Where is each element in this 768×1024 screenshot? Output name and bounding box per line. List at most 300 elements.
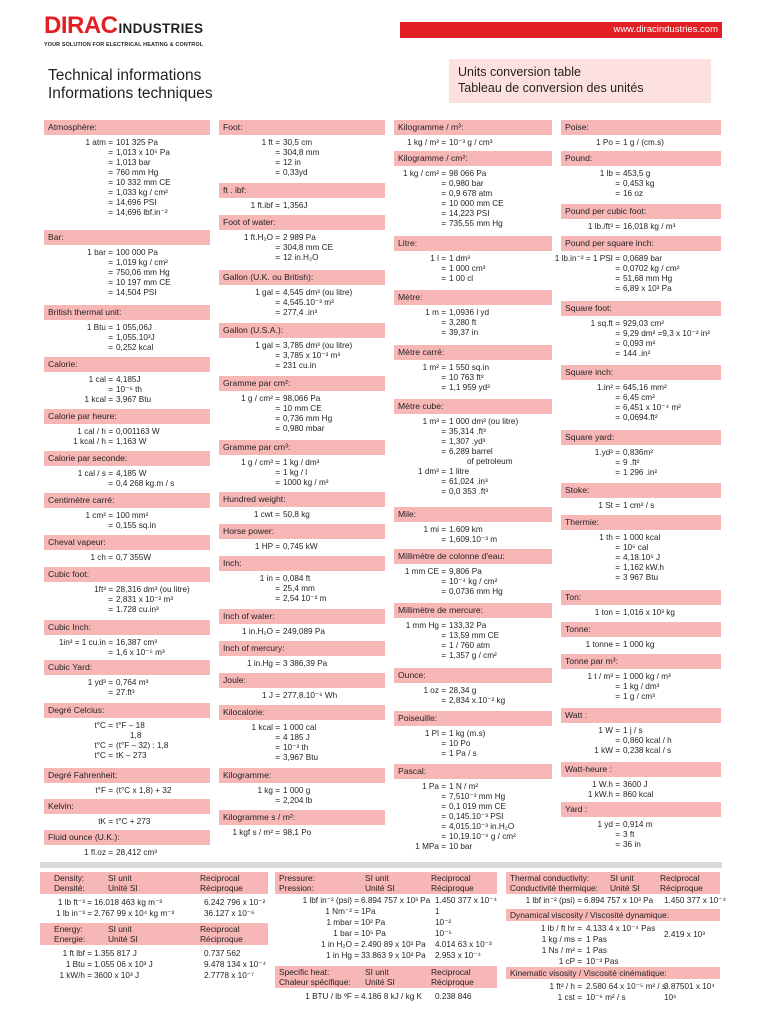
conversion-rhs: 0,914 m — [623, 820, 653, 829]
conversion-row — [44, 188, 210, 198]
conversion-lhs: = — [441, 437, 446, 446]
conversion-lhs: = — [441, 749, 446, 758]
conversion-rhs: 9,29 dm² =9,3 x 10⁻² in² — [623, 329, 710, 338]
conversion-lhs: 1 kcal = — [84, 395, 113, 404]
thermal-conductivity-table-col-0: Thermal conductivity: Conductivité thermique: — [510, 873, 598, 893]
conversion-rhs: 0,453 kg — [623, 179, 655, 188]
section-header-mile: Mile: — [394, 507, 552, 522]
section-header-metre: Mètre: — [394, 290, 552, 305]
conversion-rhs: 2,54 10⁻² m — [283, 594, 327, 603]
conversion-rhs: 28,316 dm³ (ou litre) — [116, 585, 190, 594]
conversion-lhs: 1 kcal = — [251, 723, 280, 732]
thermal-conductivity-table-col-2: Reciprocal Réciproque — [660, 873, 703, 893]
section-header-gpc: Gramme par cm²: — [219, 376, 385, 391]
kinematic-viscosity-row-si: 2.580 64 x 10⁻⁵ m² / s — [586, 982, 667, 991]
conversion-row — [561, 413, 721, 423]
conversion-rhs: 6,89 x 10³ Pa — [623, 284, 672, 293]
pressure-table-row-recip: 2.953 x 10⁻⁴ — [435, 951, 482, 960]
section-header-sqft: Square foot: — [561, 301, 721, 316]
conversion-rhs: 735,55 mm Hg — [449, 219, 503, 228]
conversion-lhs: = — [108, 333, 113, 342]
conversion-rhs: 1 litre — [449, 467, 470, 476]
conversion-lhs: = — [108, 268, 113, 277]
conversion-rhs: 3600 J — [623, 780, 648, 789]
conversion-rhs: (t°F – 32) : 1,8 — [116, 741, 169, 750]
thermal-conductivity-table-row-lhs: 1 lbf in⁻² (psi) = — [525, 896, 582, 905]
density-table-header — [40, 872, 268, 894]
conversion-lhs: = — [275, 594, 280, 603]
conversion-lhs: = — [615, 403, 620, 412]
conversion-rhs: 10 197 mm CE — [116, 278, 171, 287]
conversion-rhs: 12 in.H₂O — [283, 253, 319, 262]
conversion-row — [44, 511, 210, 521]
section-header-inch: Inch: — [219, 556, 385, 571]
conversion-lhs: 1 HP = — [254, 542, 280, 551]
conversion-rhs: 10 763 ft² — [449, 373, 484, 382]
conversion-lhs: 1 W = — [598, 726, 620, 735]
energy-table-row-si: 1.055 06 x 10³ J — [94, 960, 153, 969]
pressure-table-row-recip: 10⁻⁵ — [435, 929, 452, 938]
section-header-cy: Cubic Yard: — [44, 660, 210, 675]
conversion-rhs: 0,836m² — [623, 448, 654, 457]
conversion-row — [219, 341, 385, 351]
conversion-lhs: 1 mi = — [423, 525, 446, 534]
conversion-rhs: 1.728 cu.in³ — [116, 605, 159, 614]
conversion-row — [394, 383, 552, 393]
conversion-row — [44, 521, 210, 531]
conversion-lhs: = — [615, 563, 620, 572]
conversion-lhs: 1 atm = — [85, 138, 113, 147]
energy-table-row-recip: 9.478 134 x 10⁻⁴ — [204, 960, 267, 969]
conversion-lhs: 1 cm² = — [85, 511, 113, 520]
conversion-row — [394, 641, 552, 651]
conversion-rhs: 39,37 in — [449, 328, 479, 337]
conversion-lhs: = — [615, 553, 620, 562]
conversion-lhs: 1in³ = 1 cu.in = — [58, 638, 113, 647]
conversion-lhs: = — [441, 577, 446, 586]
conversion-lhs: = — [441, 373, 446, 382]
energy-table-row-lhs: 1 ft lbf = — [62, 949, 92, 958]
conversion-lhs: = — [275, 743, 280, 752]
section-header-kg: Kilogramme: — [219, 768, 385, 783]
conversion-lhs: = — [441, 812, 446, 821]
conversion-row — [561, 339, 721, 349]
conversion-rhs: 14,223 PSI — [449, 209, 490, 218]
conversion-row — [561, 682, 721, 692]
conversion-rhs: 929,03 cm² — [623, 319, 664, 328]
logo-tagline: YOUR SOLUTION FOR ELECTRICAL HEATING & CONTROL — [44, 42, 204, 48]
specific-heat-table-col-0: Specific heat: Chaleur spécifique: — [279, 967, 351, 987]
conversion-row — [561, 820, 721, 830]
conversion-lhs: 1 dm³ = — [418, 467, 446, 476]
conversion-row — [561, 692, 721, 702]
conversion-lhs: = — [615, 189, 620, 198]
conversion-row — [561, 780, 721, 790]
conversion-lhs: 1 l = — [430, 254, 446, 263]
conversion-row — [561, 553, 721, 563]
conversion-rhs: 3 ft — [623, 830, 635, 839]
dynamic-viscosity-row-lhs: 1 lb / ft hr = — [540, 924, 582, 933]
conversion-rhs: 0,145.10⁻³ PSI — [449, 812, 504, 821]
conversion-rhs: 0,9 678 atm — [449, 189, 493, 198]
conversion-rhs: 13,59 mm CE — [449, 631, 500, 640]
conversion-row — [219, 394, 385, 404]
pressure-table-row-lhs: 1 lbf in⁻² (psi) = — [302, 896, 359, 905]
conversion-row — [394, 308, 552, 318]
conversion-row — [561, 138, 721, 148]
thermal-conductivity-table-row-recip: 1.450 377 x 10⁻⁴ — [664, 896, 727, 905]
conversion-lhs: = — [441, 587, 446, 596]
conversion-rhs: 1 cm² / s — [623, 501, 655, 510]
conversion-lhs: = — [108, 158, 113, 167]
conversion-rhs: 0,33yd — [283, 168, 308, 177]
section-header-kgm3: Kilogramme / m³: — [394, 120, 552, 135]
conversion-row — [44, 323, 210, 333]
conversion-rhs: 0,0702 kg / cm² — [623, 264, 680, 273]
section-header-ci: Cubic Inch: — [44, 620, 210, 635]
website-url[interactable]: www.diracindustries.com — [400, 22, 722, 38]
conversion-rhs: (t°C x 1,8) + 32 — [116, 786, 172, 795]
conversion-row — [44, 688, 210, 698]
conversion-rhs: of petroleum — [467, 457, 513, 466]
conversion-lhs: 1 m³ = — [422, 417, 446, 426]
conversion-rhs: 101 325 Pa — [116, 138, 158, 147]
conversion-rhs: 1,055.10³J — [116, 333, 155, 342]
conversion-lhs: = — [441, 328, 446, 337]
conversion-rhs: 1 kg (m.s) — [449, 729, 486, 738]
conversion-rhs: 14,696 PSI — [116, 198, 157, 207]
dynamic-viscosity-header: Dynamical viscosity / Viscosité dynamique: — [506, 909, 720, 921]
conversion-row — [219, 458, 385, 468]
density-table-row-recip: 36.127 x 10⁻⁶ — [204, 909, 255, 918]
conversion-row — [44, 678, 210, 688]
conversion-row — [561, 608, 721, 618]
conversion-rhs: 1,357 g / cm² — [449, 651, 497, 660]
conversion-rhs: 1 kg / dm³ — [623, 682, 660, 691]
kinematic-viscosity-row-lhs: 1 cst = — [557, 993, 582, 1002]
conversion-row — [219, 659, 385, 669]
conversion-row — [394, 567, 552, 577]
conversion-row — [394, 363, 552, 373]
section-header-mcu: Mètre cube: — [394, 399, 552, 414]
pressure-table-row-si: 6.894 757 x 10³ Pa — [361, 896, 431, 905]
conversion-row — [44, 605, 210, 615]
section-header-ton: Ton: — [561, 590, 721, 605]
conversion-rhs: 36 in — [623, 840, 641, 849]
conversion-lhs: 1 bar = — [87, 248, 113, 257]
conversion-rhs: 1.609 km — [449, 525, 483, 534]
conversion-lhs: = — [441, 641, 446, 650]
section-header-k: Kelvin: — [44, 799, 210, 814]
conversion-lhs: = — [108, 385, 113, 394]
conversion-rhs: 98 066 Pa — [449, 169, 487, 178]
section-header-foot: Foot: — [219, 120, 385, 135]
conversion-lhs: = — [275, 298, 280, 307]
conversion-row — [44, 751, 210, 761]
conversion-row — [561, 830, 721, 840]
conversion-rhs: 12 in — [283, 158, 301, 167]
conversion-row — [219, 298, 385, 308]
conversion-row — [561, 169, 721, 179]
conversion-row — [394, 264, 552, 274]
conversion-lhs: 1 ft.ibf = — [250, 201, 280, 210]
conversion-lhs: 1 mm CE = — [404, 567, 446, 576]
conversion-lhs: = — [615, 339, 620, 348]
conversion-lhs: = — [441, 739, 446, 748]
dynamic-viscosity-row-si: 10⁻³ Pas — [586, 957, 619, 966]
page-title — [48, 67, 213, 103]
energy-table-row-si: 1.355 817 J — [94, 949, 137, 958]
specific-heat-table-col-1: SI unit Unité SI — [365, 967, 395, 987]
conversion-rhs: tK – 273 — [116, 751, 147, 760]
conversion-rhs: 3,967 Btu — [116, 395, 152, 404]
conversion-row — [561, 189, 721, 199]
conversion-lhs: = — [441, 199, 446, 208]
conversion-rhs: 1 Pa / s — [449, 749, 477, 758]
conversion-row — [394, 802, 552, 812]
conversion-rhs: 0,0736 mm Hg — [449, 587, 503, 596]
conversion-row — [394, 169, 552, 179]
section-header-poise: Poise: — [561, 120, 721, 135]
conversion-rhs: 1 000 g — [283, 786, 311, 795]
kinematic-viscosity-row-lhs: 1 ft² / h = — [549, 982, 582, 991]
conversion-rhs: 1,013 bar — [116, 158, 151, 167]
conversion-row — [44, 333, 210, 343]
conversion-row — [394, 696, 552, 706]
conversion-row — [219, 308, 385, 318]
conversion-lhs: 1 ft.H₂O = — [243, 233, 280, 242]
conversion-rhs: 0,860 kcal / h — [623, 736, 672, 745]
conversion-rhs: 4 185 J — [283, 733, 310, 742]
conversion-row — [394, 477, 552, 487]
conversion-lhs: 1 ch = — [90, 553, 113, 562]
conversion-rhs: 7,510⁻³ mm Hg — [449, 792, 506, 801]
conversion-lhs: 1 th = — [599, 533, 620, 542]
conversion-lhs: = — [275, 478, 280, 487]
section-header-ftlbf: ft . ibf: — [219, 183, 385, 198]
conversion-lhs: 1 m² = — [422, 363, 446, 372]
conversion-lhs: 1 oz = — [423, 686, 446, 695]
conversion-row — [219, 743, 385, 753]
conversion-rhs: 2,831 x 10⁻² m³ — [116, 595, 174, 604]
conversion-row — [394, 373, 552, 383]
conversion-row — [219, 786, 385, 796]
conversion-row — [394, 417, 552, 427]
conversion-row — [219, 510, 385, 520]
section-header-atm: Atmosphère: — [44, 120, 210, 135]
conversion-lhs: = — [615, 274, 620, 283]
conversion-row — [394, 199, 552, 209]
conversion-rhs: 0,0689 bar — [623, 254, 663, 263]
conversion-row — [44, 278, 210, 288]
conversion-rhs: t°F – 18 — [116, 721, 145, 730]
conversion-lhs: = — [615, 736, 620, 745]
conversion-row — [219, 424, 385, 434]
conversion-lhs: 1ft³ = — [94, 585, 113, 594]
conversion-lhs: = — [108, 148, 113, 157]
conversion-rhs: 1 kg / dm³ — [283, 458, 320, 467]
conversion-lhs: = — [441, 535, 446, 544]
conversion-lhs: = — [275, 253, 280, 262]
conversion-rhs: 249,089 Pa — [283, 627, 325, 636]
conversion-row — [44, 648, 210, 658]
conversion-lhs: = — [275, 158, 280, 167]
energy-table-row-recip: 2.7778 x 10⁻⁷ — [204, 971, 255, 980]
conversion-row — [561, 403, 721, 413]
density-table-row-lhs: 1 lb in⁻³ = — [56, 909, 92, 918]
conversion-rhs: 10 Po — [449, 739, 471, 748]
density-table-row-recip: 6.242 796 x 10⁻² — [204, 898, 266, 907]
conversion-rhs: 1 / 760 atm — [449, 641, 490, 650]
conversion-row — [561, 448, 721, 458]
conversion-rhs: 304,8 mm CE — [283, 243, 334, 252]
dynamic-viscosity-row-si: 1 Pas — [586, 946, 607, 955]
energy-table-col-0: Energy: Energie: — [54, 924, 86, 944]
conversion-lhs: 1 Po = — [596, 138, 620, 147]
density-table-col-1: SI unit Unité SI — [108, 873, 138, 893]
conversion-lhs: = — [615, 264, 620, 273]
conversion-lhs: = — [441, 209, 446, 218]
conversion-lhs: = — [441, 651, 446, 660]
conversion-row — [561, 383, 721, 393]
density-table-row-si: 2.767 99 x 10⁴ kg m⁻³ — [94, 909, 175, 918]
conversion-row — [44, 168, 210, 178]
conversion-rhs: 750,06 mm Hg — [116, 268, 170, 277]
conversion-lhs: 1 cal / s = — [77, 469, 113, 478]
conversion-rhs: 10⁻³ th — [283, 743, 309, 752]
specific-heat-table-row-recip: 0.238 846 — [435, 992, 472, 1001]
section-header-mce: Millimètre de colonne d'eau: — [394, 549, 552, 564]
conversion-rhs: 1 296 .in² — [623, 468, 658, 477]
section-divider — [40, 862, 722, 868]
conversion-rhs: 1 kg / l — [283, 468, 308, 477]
conversion-lhs: 1 Btu = — [86, 323, 113, 332]
conversion-rhs: 1,013 x 10⁵ Pa — [116, 148, 170, 157]
conversion-row — [394, 427, 552, 437]
pressure-table-header — [275, 872, 497, 894]
conversion-lhs: 1 in.Hg = — [247, 659, 280, 668]
conversion-lhs: = — [275, 308, 280, 317]
pressure-table-row-lhs: 1 Nm⁻² = — [325, 907, 359, 916]
section-header-th: Thermie: — [561, 515, 721, 530]
conversion-row — [44, 248, 210, 258]
conversion-row — [561, 264, 721, 274]
density-table-col-2: Reciprocal Réciproque — [200, 873, 243, 893]
section-header-ppcf: Pound per cubic foot: — [561, 204, 721, 219]
dynamic-viscosity-row-lhs: 1 cP = — [558, 957, 582, 966]
conversion-rhs: 10,19.10⁻⁶ g / cm² — [449, 832, 516, 841]
conversion-rhs: 453,5 g — [623, 169, 651, 178]
pressure-table-row-lhs: 1 mbar = — [326, 918, 359, 927]
conversion-lhs: t°C = — [94, 751, 113, 760]
conversion-rhs: 1 g / cm³ — [623, 692, 655, 701]
conversion-rhs: 1,609.10⁻³ m — [449, 535, 498, 544]
conversion-row — [394, 621, 552, 631]
conversion-lhs: 1 MPa = — [415, 842, 446, 851]
conversion-lhs: = — [615, 840, 620, 849]
conversion-row — [44, 375, 210, 385]
conversion-row — [44, 385, 210, 395]
conversion-row — [219, 584, 385, 594]
conversion-row — [219, 796, 385, 806]
conversion-lhs: = — [615, 179, 620, 188]
conversion-row — [561, 543, 721, 553]
section-header-tonne: Tonne: — [561, 622, 721, 637]
energy-table-header — [40, 923, 268, 945]
conversion-rhs: 3 967 Btu — [623, 573, 659, 582]
section-header-j: Joule: — [219, 673, 385, 688]
pressure-table-row-recip: 4.014 63 x 10⁻³ — [435, 940, 492, 949]
conversion-row — [394, 219, 552, 229]
conversion-rhs: 6,45 cm² — [623, 393, 655, 402]
section-header-mc: Mètre carré: — [394, 345, 552, 360]
thermal-conductivity-table-header — [506, 872, 720, 894]
conversion-row — [561, 179, 721, 189]
conversion-rhs: 98,066 Pa — [283, 394, 321, 403]
conversion-lhs: = — [441, 189, 446, 198]
conversion-row — [219, 138, 385, 148]
dynamic-viscosity-row-si: 1 Pas — [586, 935, 607, 944]
conversion-row — [394, 189, 552, 199]
conversion-row — [394, 535, 552, 545]
pressure-table-row-recip: 1 — [435, 907, 440, 916]
conversion-lhs: t°C = — [94, 741, 113, 750]
energy-table-row-si: 3600 x 10³ J — [94, 971, 140, 980]
conversion-rhs: 277,8.10⁻⁶ Wh — [283, 691, 338, 700]
conversion-rhs: 0,745 kW — [283, 542, 318, 551]
conversion-row — [219, 723, 385, 733]
conversion-lhs: 1 gal = — [255, 288, 280, 297]
conversion-rhs: 6,451 x 10⁻⁴ m² — [623, 403, 681, 412]
conversion-rhs: 4,545 dm³ (ou litre) — [283, 288, 353, 297]
section-header-calh: Calorie par heure: — [44, 409, 210, 424]
conversion-lhs: = — [441, 696, 446, 705]
conversion-row — [44, 585, 210, 595]
section-header-iom: Inch of mercury: — [219, 641, 385, 656]
conversion-rhs: 1 N / m² — [449, 782, 479, 791]
conversion-rhs: 0,0694.ft² — [623, 413, 658, 422]
conversion-rhs: 1 000 cm³ — [449, 264, 486, 273]
conversion-lhs: 1 Pl = — [424, 729, 446, 738]
conversion-rhs: 0,093 m² — [623, 339, 656, 348]
conversion-rhs: 0,736 mm Hg — [283, 414, 333, 423]
conversion-lhs: 1 t / m³ = — [587, 672, 620, 681]
conversion-row — [561, 458, 721, 468]
section-header-galus: Gallon (U.S.A.): — [219, 323, 385, 338]
conversion-rhs: 16,387 cm³ — [116, 638, 157, 647]
conversion-rhs: 10 bar — [449, 842, 473, 851]
conversion-lhs: = — [441, 274, 446, 283]
conversion-row — [219, 361, 385, 371]
pressure-table-col-1: SI unit Unité SI — [365, 873, 395, 893]
conversion-lhs: = — [275, 168, 280, 177]
conversion-rhs: 3,280 ft — [449, 318, 477, 327]
specific-heat-table-col-2: Reciprocal Réciproque — [431, 967, 474, 987]
conversion-lhs: = — [615, 349, 620, 358]
kinematic-viscosity-row-recip: 3.87501 x 10⁴ — [664, 982, 715, 991]
conversion-lhs: = — [615, 458, 620, 467]
conversion-row — [44, 638, 210, 648]
conversion-rhs: 1 00 cl — [449, 274, 474, 283]
conversion-lhs: = — [108, 168, 113, 177]
conversion-rhs: 133,32 Pa — [449, 621, 487, 630]
conversion-lhs: = — [441, 179, 446, 188]
conversion-lhs: 1.in² = — [597, 383, 620, 392]
conversion-lhs: 1 lb./ft³ = — [587, 222, 620, 231]
units-title-en: Units conversion table — [458, 65, 581, 79]
conversion-rhs: 2 989 Pa — [283, 233, 316, 242]
conversion-row — [394, 274, 552, 284]
